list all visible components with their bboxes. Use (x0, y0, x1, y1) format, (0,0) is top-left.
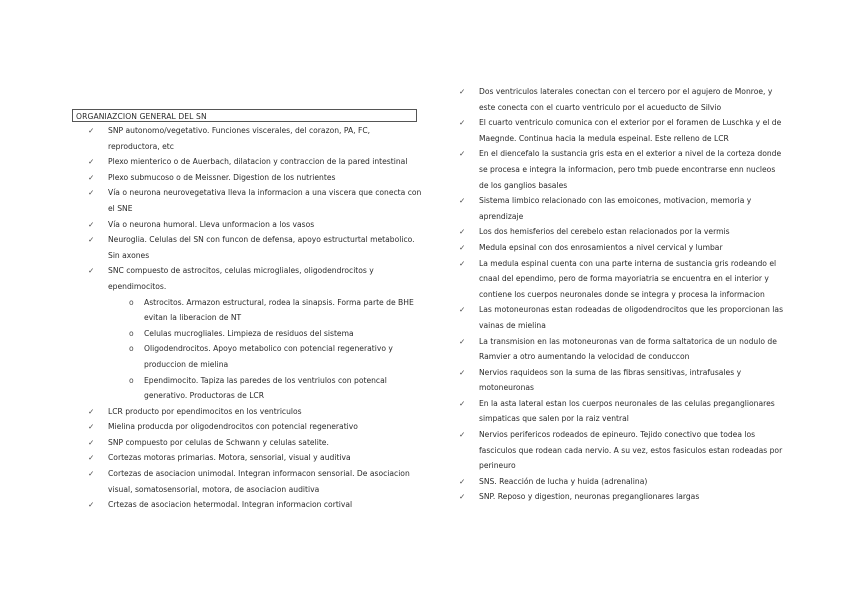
checkmark-icon: ✓ (88, 188, 95, 198)
list-item-text: SNP. Reposo y digestion, neuronas preganglionares largas (479, 492, 700, 502)
list-item-text: Las motoneuronas estan rodeadas de oligodendrocitos que les proporcionan las vainas de mielina (479, 305, 784, 330)
list-item-text: Nervios raquideos son la suma de las fibras sensitivas, intrafusales y motoneuronas (479, 367, 742, 393)
list-item (456, 115, 786, 146)
checkmark-icon: ✓ (88, 469, 95, 479)
checkmark-icon: ✓ (88, 219, 95, 229)
list-item-text: Vía o neurona neurovegetativa lleva la informacion a una viscera que conecta con el SNE (108, 188, 422, 213)
list-item-text: Plexo mienterico o de Auerbach, dilatacion y contraccion de la pared intestinal (108, 157, 408, 167)
list-item (72, 263, 422, 294)
list-item (72, 497, 422, 513)
list-item-text: SNC compuesto de astrocitos, celulas microgliales, oligodendrocitos y ependimocitos. (108, 266, 374, 291)
right-list (456, 84, 786, 505)
list-item (72, 466, 422, 497)
bullet-icon: o (129, 344, 134, 354)
list-item (456, 365, 786, 396)
list-item-text: Mielina producda por oligodendrocitos con potencial regenerativo (108, 422, 358, 432)
checkmark-icon: ✓ (88, 172, 95, 182)
list-item-text: LCR producto por ependimocitos en los ventriculos (108, 406, 302, 416)
checkmark-icon: ✓ (88, 406, 95, 416)
list-item-text: Nervios perifericos rodeados de epineuro. Tejido conectivo que todea los fasciculos que rodean cada nervio. A su vez, estos fasiculos estan rodeadas por perineuro (479, 430, 783, 471)
list-item (72, 123, 422, 154)
list-item-text: Celulas mucrogliales. Limpieza de residuos del sistema (144, 328, 354, 338)
checkmark-icon: ✓ (459, 398, 466, 408)
list-item (456, 334, 786, 365)
list-item (72, 185, 422, 216)
section-title: ORGANIAZCION GENERAL DEL SN (72, 109, 417, 122)
checkmark-icon: ✓ (459, 492, 466, 502)
sub-list-item (72, 341, 422, 372)
list-item-text: La medula espinal cuenta con una parte interna de sustancia gris rodeando el cnaal del ependimo, pero de forma mayoriatria se encuentra en el interior y contiene los cuerpos neuronales donde se integra y procesa la informacion (479, 258, 777, 299)
sub-list-item (72, 326, 422, 342)
bullet-icon: o (129, 297, 134, 307)
checkmark-icon: ✓ (459, 242, 466, 252)
bullet-icon: o (129, 328, 134, 338)
list-item-text: Ependimocito. Tapiza las paredes de los ventriulos con potencal generativo. Productoras de LCR (144, 375, 387, 401)
list-item-text: En el diencefalo la sustancia gris esta en el exterior a nivel de la corteza donde se procesa e integra la informacion, pero tmb puede encontrarse enn nucleos de los ganglios basales (479, 149, 782, 190)
list-item-text: En la asta lateral estan los cuerpos neuronales de las celulas preganglionares simpaticas que salen por la raiz ventral (479, 398, 775, 424)
left-list (72, 123, 422, 513)
checkmark-icon: ✓ (459, 196, 466, 206)
list-item-text: Cortezas motoras primarias. Motora, sensorial, visual y auditiva (108, 453, 351, 463)
list-item-text: SNS. Reacción de lucha y huida (adrenalina) (479, 476, 648, 486)
list-item-text: Cortezas de asociacion unimodal. Integran informacon sensorial. De asociacion visual, somatosensorial, motora, de asociacion auditiva (108, 469, 410, 494)
list-item (456, 302, 786, 333)
list-item (72, 404, 422, 420)
list-item-text: La transmision en las motoneuronas van de forma saltatorica de un nodulo de Ramvier a otro aumentando la velocidad de conduccon (479, 336, 777, 362)
list-item-text: Plexo submucoso o de Meissner. Digestion de los nutrientes (108, 172, 336, 182)
list-item (456, 396, 786, 427)
checkmark-icon: ✓ (459, 476, 466, 486)
checkmark-icon: ✓ (459, 430, 466, 440)
list-item (72, 217, 422, 233)
list-item-text: Neuroglia. Celulas del SN con funcon de defensa, apoyo estructurtal metabolico. Sin axones (108, 235, 415, 260)
list-item (456, 427, 786, 474)
list-item (456, 224, 786, 240)
list-item (72, 170, 422, 186)
checkmark-icon: ✓ (88, 126, 95, 135)
list-item (72, 154, 422, 170)
list-item-text: SNP compuesto por celulas de Schwann y celulas satelite. (108, 437, 329, 447)
checkmark-icon: ✓ (88, 157, 95, 167)
list-item-text: Vía o neurona humoral. Lleva unformacion a los vasos (108, 219, 315, 229)
checkmark-icon: ✓ (459, 227, 466, 237)
list-item-text: Los dos hemisferios del cerebelo estan relacionados por la vermis (479, 227, 730, 237)
checkmark-icon: ✓ (459, 336, 466, 346)
list-item-text: SNP autonomo/vegetativo. Funciones viscerales, del corazon, PA, FC, reproductora, etc (108, 126, 371, 151)
checkmark-icon: ✓ (88, 266, 95, 276)
sub-list-item (72, 295, 422, 326)
list-item (72, 419, 422, 435)
checkmark-icon: ✓ (88, 422, 95, 432)
list-item-text: Oligodendrocitos. Apoyo metabolico con potencial regenerativo y produccion de mielina (144, 344, 393, 369)
sub-list-item (72, 373, 422, 404)
checkmark-icon: ✓ (88, 437, 95, 447)
list-item-text: Medula epsinal con dos enrosamientos a nivel cervical y lumbar (479, 242, 723, 252)
list-item (456, 474, 786, 490)
bullet-icon: o (129, 375, 134, 385)
list-item (72, 435, 422, 451)
checkmark-icon: ✓ (88, 500, 95, 510)
list-item-text: El cuarto ventriculo comunica con el exterior por el foramen de Luschka y el de Maegnde. Continua hacia la medula espeinal. Este relleno de LCR (479, 118, 782, 143)
list-item-text: Dos ventriculos laterales conectan con el tercero por el agujero de Monroe, y este conecta con el cuarto ventriculo por el acueducto de Silvio (479, 87, 773, 112)
list-item-text: Sistema limbico relacionado con las emoicones, motivacion, memoria y aprendizaje (479, 196, 752, 221)
list-item (456, 240, 786, 256)
checkmark-icon: ✓ (88, 235, 95, 245)
list-item (72, 232, 422, 263)
list-item (72, 450, 422, 466)
list-item (456, 193, 786, 224)
list-item-text: Crtezas de asociacion hetermodal. Integran informacion cortival (108, 500, 353, 510)
list-item (456, 256, 786, 303)
checkmark-icon: ✓ (459, 367, 466, 377)
checkmark-icon: ✓ (459, 87, 466, 96)
list-item-text: Astrocitos. Armazon estructural, rodea la sinapsis. Forma parte de BHE evitan la liberacion de NT (144, 297, 414, 323)
list-item (456, 84, 786, 115)
checkmark-icon: ✓ (459, 258, 466, 268)
checkmark-icon: ✓ (459, 305, 466, 315)
list-item (456, 146, 786, 193)
checkmark-icon: ✓ (459, 149, 466, 159)
checkmark-icon: ✓ (88, 453, 95, 463)
list-item (456, 489, 786, 505)
checkmark-icon: ✓ (459, 118, 466, 128)
